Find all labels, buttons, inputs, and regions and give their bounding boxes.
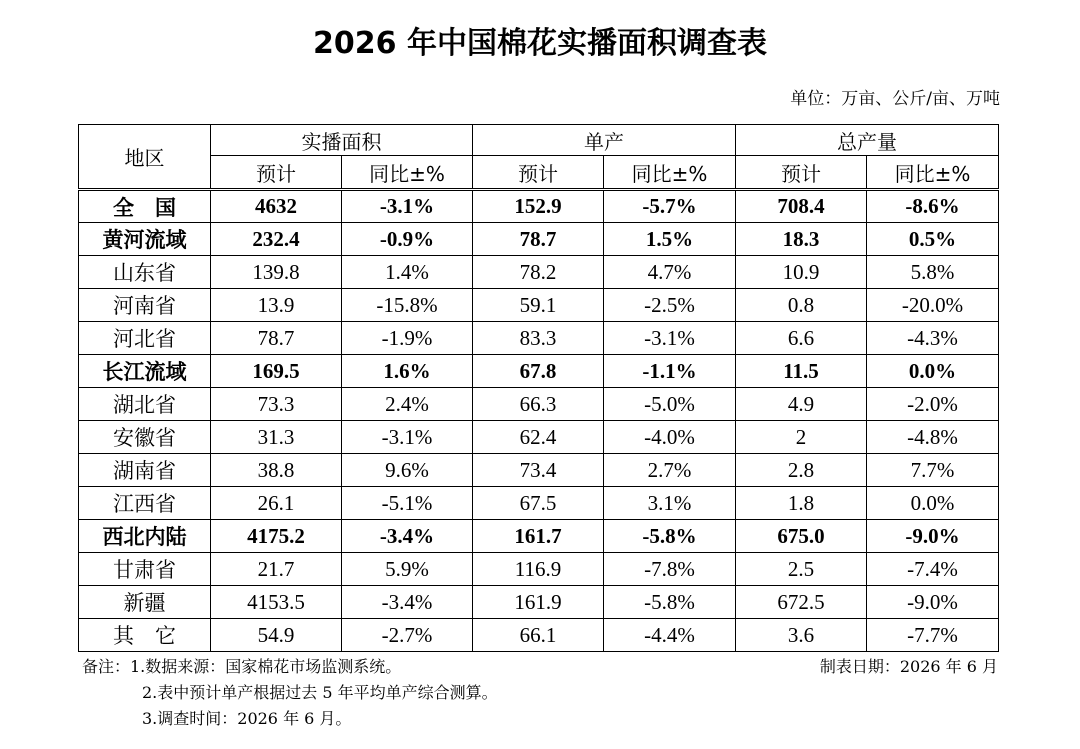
value-cell: 38.8	[211, 454, 342, 487]
value-cell: 116.9	[473, 553, 604, 586]
table-row	[79, 289, 999, 322]
table-date: 制表日期：2026 年 6 月	[819, 657, 998, 676]
value-cell: 66.1	[473, 619, 604, 652]
value-cell: 59.1	[473, 289, 604, 322]
region-cell: 河北省	[79, 322, 211, 355]
value-cell: 1.8	[736, 487, 867, 520]
value-cell: 0.5%	[867, 223, 999, 256]
value-cell: 1.6%	[342, 355, 473, 388]
page-title: 2026 年中国棉花实播面积调查表	[313, 26, 767, 61]
value-cell: -3.1%	[342, 190, 473, 223]
value-cell: 4.9	[736, 388, 867, 421]
value-cell: 26.1	[211, 487, 342, 520]
value-cell: 31.3	[211, 421, 342, 454]
region-cell: 西北内陆	[79, 520, 211, 553]
table-row	[79, 388, 999, 421]
header-sub: 同比±%	[867, 156, 999, 190]
value-cell: 169.5	[211, 355, 342, 388]
value-cell: 10.9	[736, 256, 867, 289]
region-cell: 全 国	[79, 190, 211, 223]
header-row-sub	[79, 156, 999, 190]
value-cell: -7.7%	[867, 619, 999, 652]
value-cell: 54.9	[211, 619, 342, 652]
region-cell: 安徽省	[79, 421, 211, 454]
table-body	[79, 190, 999, 652]
region-cell: 新疆	[79, 586, 211, 619]
value-cell: 139.8	[211, 256, 342, 289]
value-cell: 161.9	[473, 586, 604, 619]
value-cell: 73.4	[473, 454, 604, 487]
note-line: 备注：1.数据来源：国家棉花市场监测系统。	[82, 657, 402, 676]
value-cell: 78.7	[473, 223, 604, 256]
region-cell: 甘肃省	[79, 553, 211, 586]
value-cell: 0.0%	[867, 487, 999, 520]
value-cell: -1.9%	[342, 322, 473, 355]
cotton-area-table	[78, 124, 999, 652]
value-cell: 5.8%	[867, 256, 999, 289]
value-cell: -3.1%	[604, 322, 736, 355]
header-sub: 同比±%	[604, 156, 736, 190]
region-cell: 江西省	[79, 487, 211, 520]
value-cell: 4175.2	[211, 520, 342, 553]
value-cell: -3.1%	[342, 421, 473, 454]
value-cell: -7.4%	[867, 553, 999, 586]
header-region: 地区	[79, 125, 211, 190]
value-cell: -5.1%	[342, 487, 473, 520]
table-row	[79, 553, 999, 586]
value-cell: -7.8%	[604, 553, 736, 586]
region-cell: 其 它	[79, 619, 211, 652]
value-cell: -1.1%	[604, 355, 736, 388]
table-row	[79, 619, 999, 652]
header-sub: 预计	[211, 156, 342, 190]
value-cell: 11.5	[736, 355, 867, 388]
region-cell: 河南省	[79, 289, 211, 322]
region-cell: 黄河流域	[79, 223, 211, 256]
value-cell: 2.8	[736, 454, 867, 487]
value-cell: 2.7%	[604, 454, 736, 487]
value-cell: -0.9%	[342, 223, 473, 256]
value-cell: 2.5	[736, 553, 867, 586]
value-cell: 4153.5	[211, 586, 342, 619]
notes	[82, 654, 998, 732]
table-row	[79, 223, 999, 256]
table-row	[79, 586, 999, 619]
value-cell: -8.6%	[867, 190, 999, 223]
value-cell: -15.8%	[342, 289, 473, 322]
value-cell: 67.8	[473, 355, 604, 388]
value-cell: 67.5	[473, 487, 604, 520]
note-line: 2.表中预计单产根据过去 5 年平均单产综合测算。	[142, 683, 498, 702]
value-cell: 675.0	[736, 520, 867, 553]
table-row	[79, 520, 999, 553]
value-cell: -2.7%	[342, 619, 473, 652]
header-group-output: 总产量	[736, 125, 999, 156]
value-cell: 73.3	[211, 388, 342, 421]
value-cell: 13.9	[211, 289, 342, 322]
value-cell: 21.7	[211, 553, 342, 586]
value-cell: 18.3	[736, 223, 867, 256]
value-cell: 62.4	[473, 421, 604, 454]
value-cell: 78.2	[473, 256, 604, 289]
header-sub: 预计	[473, 156, 604, 190]
value-cell: 1.4%	[342, 256, 473, 289]
value-cell: -9.0%	[867, 520, 999, 553]
header-group-area: 实播面积	[211, 125, 473, 156]
value-cell: -5.0%	[604, 388, 736, 421]
table-row	[79, 322, 999, 355]
value-cell: -4.8%	[867, 421, 999, 454]
value-cell: 672.5	[736, 586, 867, 619]
value-cell: 0.8	[736, 289, 867, 322]
value-cell: -3.4%	[342, 520, 473, 553]
value-cell: 66.3	[473, 388, 604, 421]
table-row	[79, 454, 999, 487]
header-group-yield: 单产	[473, 125, 736, 156]
value-cell: -3.4%	[342, 586, 473, 619]
value-cell: -5.8%	[604, 520, 736, 553]
value-cell: 83.3	[473, 322, 604, 355]
header-sub: 同比±%	[342, 156, 473, 190]
value-cell: 0.0%	[867, 355, 999, 388]
value-cell: -20.0%	[867, 289, 999, 322]
header-row-groups	[79, 125, 999, 156]
value-cell: -2.0%	[867, 388, 999, 421]
table-row	[79, 421, 999, 454]
value-cell: 6.6	[736, 322, 867, 355]
table-row	[79, 256, 999, 289]
value-cell: -5.7%	[604, 190, 736, 223]
value-cell: 152.9	[473, 190, 604, 223]
region-cell: 山东省	[79, 256, 211, 289]
value-cell: -4.3%	[867, 322, 999, 355]
value-cell: 2	[736, 421, 867, 454]
value-cell: 4.7%	[604, 256, 736, 289]
value-cell: -4.4%	[604, 619, 736, 652]
value-cell: 3.6	[736, 619, 867, 652]
value-cell: -2.5%	[604, 289, 736, 322]
region-cell: 湖南省	[79, 454, 211, 487]
value-cell: 161.7	[473, 520, 604, 553]
value-cell: 7.7%	[867, 454, 999, 487]
value-cell: -9.0%	[867, 586, 999, 619]
region-cell: 湖北省	[79, 388, 211, 421]
value-cell: 9.6%	[342, 454, 473, 487]
note-line: 3.调查时间：2026 年 6 月。	[142, 709, 352, 728]
region-cell: 长江流域	[79, 355, 211, 388]
value-cell: -5.8%	[604, 586, 736, 619]
value-cell: 5.9%	[342, 553, 473, 586]
table-row	[79, 190, 999, 223]
unit-label: 单位：万亩、公斤/亩、万吨	[790, 89, 1000, 109]
value-cell: 1.5%	[604, 223, 736, 256]
value-cell: 232.4	[211, 223, 342, 256]
value-cell: 3.1%	[604, 487, 736, 520]
value-cell: 2.4%	[342, 388, 473, 421]
value-cell: 4632	[211, 190, 342, 223]
value-cell: 78.7	[211, 322, 342, 355]
value-cell: -4.0%	[604, 421, 736, 454]
header-sub: 预计	[736, 156, 867, 190]
value-cell: 708.4	[736, 190, 867, 223]
table-row	[79, 487, 999, 520]
table-row	[79, 355, 999, 388]
